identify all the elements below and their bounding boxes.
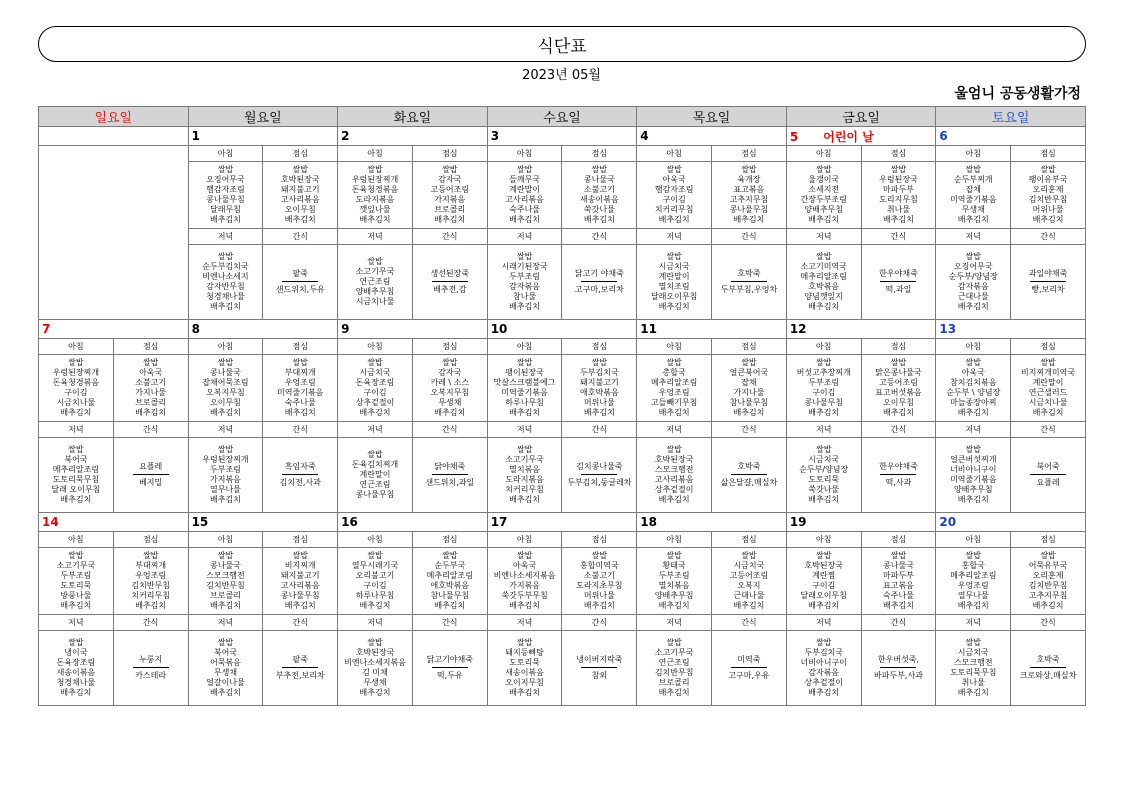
meal-label: 간식: [562, 422, 637, 438]
dinner-menu: 쌀밥 두부김치국 너비아니구이 감자볶음 상추겉절이 배추김치: [786, 631, 861, 706]
meal-label: 점심: [113, 339, 188, 355]
meal-label: 저녁: [786, 615, 861, 631]
snack-item: 삶은달걀,매실차: [720, 478, 778, 487]
lunch-menu: 쌀밥 감자국 고등어조림 가지볶음 브로콜리 배추김치: [412, 162, 487, 229]
meal-label: 아침: [637, 146, 712, 162]
snack-menu: [263, 438, 338, 513]
breakfast-menu: 쌀밥 우렁된장찌개 돈육청경볶음 구이김 시금치나물 배추김치: [39, 355, 114, 422]
meal-label: 저녁: [637, 229, 712, 245]
snack-menu: [562, 245, 637, 320]
meal-label: 저녁: [637, 422, 712, 438]
day-header: 일요일: [39, 107, 189, 127]
dinner-menu: 쌀밥 시금치국 순두부/양념장 도토리묵 쑥갓나물 배추김치: [786, 438, 861, 513]
snack-item: 한우야채죽: [879, 462, 918, 471]
dinner-menu: 쌀밥 오징어무국 순두부/양념장 감자볶음 근대나물 배추김치: [936, 245, 1011, 320]
dinner-menu: 쌀밥 순두부김치국 비엔나소세지 감자반무침 청경채나물 배추김치: [188, 245, 263, 320]
snack-item: 샌드위치,과일: [425, 478, 475, 487]
menu-calendar: [38, 106, 1086, 706]
breakfast-menu: 쌀밥 황태국 두부조림 멸치볶음 양배추무침 배추김치: [637, 548, 712, 615]
date-number: 11: [640, 322, 657, 336]
meal-row: [39, 438, 1086, 513]
date-row: [39, 127, 1086, 146]
breakfast-menu: 쌀밥 우렁된장찌개 돈육청경볶음 도라지볶음 깻잎나물 배추김치: [338, 162, 413, 229]
meal-label: 점심: [1011, 339, 1086, 355]
meal-label: 간식: [1011, 229, 1086, 245]
meal-label: 점심: [113, 532, 188, 548]
date-cell: [487, 513, 637, 532]
meal-label: 아침: [39, 532, 114, 548]
breakfast-menu: 쌀밥 홍합국 메추리알조림 우엉조림 열무나물 배추김치: [936, 548, 1011, 615]
snack-item: 흑임자죽: [284, 462, 316, 471]
snack-menu: [113, 631, 188, 706]
meal-label: 간식: [712, 615, 787, 631]
snack-item: 김치콩나물죽: [576, 462, 623, 471]
meal-label: 아침: [188, 339, 263, 355]
meal-label: 점심: [562, 339, 637, 355]
date-cell: [936, 320, 1086, 339]
meal-label-row: [39, 229, 1086, 245]
dinner-menu: 쌀밥 소고기무국 멸치볶음 도라지볶음 치커리무침 배추김치: [487, 438, 562, 513]
snack-divider: [432, 474, 468, 475]
snack-item: 떡,과일: [885, 285, 912, 294]
snack-item: 닭고기야채죽: [426, 655, 473, 664]
meal-label: 점심: [861, 532, 936, 548]
day-header: 금요일: [786, 107, 936, 127]
dinner-menu: 쌀밥 시래기된장국 두부조림 감자볶음 참나물 배추김치: [487, 245, 562, 320]
dinner-menu: 쌀밥 시금치국 계란말이 멸치조림 달래오이무침 배추김치: [637, 245, 712, 320]
date-number: 19: [789, 515, 807, 529]
meal-label: 아침: [936, 339, 1011, 355]
meal-label: 아침: [786, 532, 861, 548]
meal-label: 아침: [786, 339, 861, 355]
date-cell: [637, 320, 787, 339]
meal-label: 간식: [1011, 615, 1086, 631]
snack-menu: [562, 438, 637, 513]
date-number: 8: [191, 322, 200, 336]
date-row: [39, 320, 1086, 339]
meal-label-row: [39, 532, 1086, 548]
dinner-menu: 쌀밥 소고기무국 연근조림 양배추무침 시금치나물: [338, 245, 413, 320]
snack-divider: [731, 667, 767, 668]
meal-label: 저녁: [487, 615, 562, 631]
lunch-menu: 쌀밥 순두부국 메추리알조림 애호박볶음 참나물무침 배추김치: [412, 548, 487, 615]
meal-label: 점심: [412, 146, 487, 162]
day-header: 목요일: [637, 107, 787, 127]
lunch-menu: 쌀밥 얼큰북어국 잡채 가지나물 참나물무침 배추김치: [712, 355, 787, 422]
date-number: 5: [789, 129, 799, 144]
date-cell: [338, 513, 488, 532]
lunch-menu: 쌀밥 두부김치국 돼지불고기 애호박볶음 머위나물 배추김치: [562, 355, 637, 422]
meal-label: 점심: [562, 532, 637, 548]
date-cell: [188, 513, 338, 532]
meal-label: 간식: [113, 422, 188, 438]
breakfast-menu: 쌀밥 아욱국 햄감자조림 구이김 치커리무침 배추김치: [637, 162, 712, 229]
month-label: 2023년 05월: [522, 68, 601, 83]
date-number: 9: [341, 322, 350, 336]
breakfast-menu: 쌀밥 총합국 메추리알조림 우엉조림 고들빼기무침 배추김치: [637, 355, 712, 422]
meal-label: 점심: [861, 146, 936, 162]
dinner-menu: 쌀밥 소고기무국 연근조림 김치반무침 브로콜리 배추김치: [637, 631, 712, 706]
snack-divider: [133, 667, 169, 668]
meal-label: 아침: [338, 146, 413, 162]
meal-label: 아침: [188, 146, 263, 162]
dinner-menu: 쌀밥 얼큰버섯찌개 너비아니구이 미역줄기볶음 양배추무침 배추김치: [936, 438, 1011, 513]
snack-divider: [880, 474, 916, 475]
date-number: 17: [490, 515, 508, 529]
lunch-menu: 쌀밥 부대찌개 우엉조림 미역줄기볶음 숙주나물 배추김치: [263, 355, 338, 422]
lunch-menu: 쌀밥 홍합미역국 소불고기 도라지초무침 머위나물 배추김치: [562, 548, 637, 615]
meal-label: 간식: [1011, 422, 1086, 438]
snack-item: 두부김치,둥글레차: [567, 478, 632, 487]
meal-label: 저녁: [338, 229, 413, 245]
meal-label: 아침: [637, 339, 712, 355]
date-row: [39, 513, 1086, 532]
date-number: 12: [789, 322, 807, 336]
empty-date-cell: [39, 127, 189, 146]
meal-label: 아침: [39, 339, 114, 355]
meal-label: 점심: [562, 146, 637, 162]
snack-divider: [1030, 281, 1066, 282]
meal-label: 저녁: [188, 422, 263, 438]
date-cell: [637, 513, 787, 532]
meal-label: 저녁: [637, 615, 712, 631]
meal-label: 아침: [338, 339, 413, 355]
date-cell: [936, 127, 1086, 146]
lunch-menu: 쌀밥 아욱국 소불고기 가지나물 브로콜리 배추김치: [113, 355, 188, 422]
snack-menu: [1011, 631, 1086, 706]
snack-menu: [263, 245, 338, 320]
meal-row: [39, 631, 1086, 706]
date-cell: [188, 127, 338, 146]
title-box: [38, 26, 1086, 62]
meal-row: [39, 245, 1086, 320]
meal-label: 간식: [412, 229, 487, 245]
snack-menu: [712, 631, 787, 706]
snack-item: 한우버섯죽,: [877, 655, 920, 664]
meal-label: 아침: [338, 532, 413, 548]
snack-item: 요플레: [139, 462, 163, 471]
meal-label: 아침: [936, 146, 1011, 162]
date-number: 2: [341, 129, 350, 143]
date-cell: [936, 513, 1086, 532]
snack-item: 고구마,보리차: [574, 285, 624, 294]
meal-label: 간식: [712, 229, 787, 245]
snack-divider: [133, 474, 169, 475]
lunch-menu: 쌀밥 팽이유부국 오리훈제 김치반무침 머위나물 배추김치: [1011, 162, 1086, 229]
snack-menu: [861, 631, 936, 706]
date-number: 18: [640, 515, 657, 529]
breakfast-menu: 쌀밥 버섯고추장찌개 두부조림 구이김 콩나물무침 배추김치: [786, 355, 861, 422]
snack-item: 빵,보리차: [1031, 285, 1065, 294]
date-number: 3: [490, 129, 500, 143]
breakfast-menu: 쌀밥 아욱국 비엔나소세지볶음 가지볶음 쑥갓두부무침 배추김치: [487, 548, 562, 615]
snack-item: 두부부침,우엉차: [720, 285, 778, 294]
breakfast-menu: 쌀밥 아욱국 참치김치볶음 순두부 \ 양념장 마늘종장아찌 배추김치: [936, 355, 1011, 422]
date-cell: [39, 513, 189, 532]
lunch-menu: 쌀밥 콩나물국 마파두부 표고볶음 숙주나물 배추김치: [861, 548, 936, 615]
meal-label: 저녁: [39, 422, 114, 438]
meal-label: 점심: [263, 146, 338, 162]
breakfast-menu: 쌀밥 오징어무국 햄감자조림 콩나물무침 달래무침 배추김치: [188, 162, 263, 229]
snack-item: 떡,사과: [885, 478, 912, 487]
snack-item: 요플레: [1036, 478, 1060, 487]
meal-label: 간식: [263, 422, 338, 438]
snack-menu: [861, 438, 936, 513]
meal-label: 점심: [712, 146, 787, 162]
snack-item: 배추전,감: [433, 285, 467, 294]
snack-menu: [412, 438, 487, 513]
snack-item: 누룽지: [139, 655, 163, 664]
dinner-menu: 쌀밥 돼지등뼈탕 도토리묵 새송이볶음 오이지무침 배추김치: [487, 631, 562, 706]
lunch-menu: 쌀밥 콩나물국 소불고기 새송이볶음 쑥갓나물 배추김치: [562, 162, 637, 229]
dinner-menu: 쌀밥 냉이국 돈육장조림 새송이볶음 청경채나물 배추김치: [39, 631, 114, 706]
snack-menu: [412, 631, 487, 706]
lunch-menu: 쌀밥 비지찌개 돼지불고기 고사리볶음 콩나물무침 배추김치: [263, 548, 338, 615]
snack-menu: [562, 631, 637, 706]
day-header-row: [39, 107, 1086, 127]
snack-item: 떡,두유: [436, 671, 463, 680]
meal-label: 아침: [936, 532, 1011, 548]
date-number: 1: [191, 129, 200, 143]
meal-label-row: [39, 339, 1086, 355]
meal-label: 간식: [861, 615, 936, 631]
breakfast-menu: 쌀밥 팽이된장국 맛살스크램블에그 미역줄기볶음 하루나무침 배추김치: [487, 355, 562, 422]
meal-label: 아침: [786, 146, 861, 162]
lunch-menu: 쌀밥 감자국 카레 \ 소스 오복지무침 무생채 배추김치: [412, 355, 487, 422]
dinner-menu: 쌀밥 호박된장국 스모크햄전 고사리볶음 상추겉절이 배추김치: [637, 438, 712, 513]
meal-label: 저녁: [487, 422, 562, 438]
breakfast-menu: 쌀밥 소고기무국 두부조림 도토리묵 방풍나물 배추김치: [39, 548, 114, 615]
date-cell: [786, 320, 936, 339]
meal-label: 간식: [712, 422, 787, 438]
meal-label: 간식: [412, 615, 487, 631]
snack-item: 호박죽: [737, 462, 761, 471]
meal-label: 저녁: [188, 229, 263, 245]
snack-divider: [1030, 667, 1066, 668]
snack-divider: [432, 281, 468, 282]
snack-divider: [282, 281, 318, 282]
date-number: 20: [939, 515, 957, 529]
meal-label: 간식: [562, 229, 637, 245]
meal-label-row: [39, 422, 1086, 438]
snack-item: 바파두부,사과: [874, 671, 923, 680]
date-number: 6: [939, 129, 948, 143]
snack-divider: [1030, 474, 1066, 475]
meal-label: 점심: [712, 532, 787, 548]
day-header: 토요일: [936, 107, 1086, 127]
breakfast-menu: 쌀밥 울갱이국 소세지전 간장두부조림 양배추무침 배추김치: [786, 162, 861, 229]
snack-item: 미역죽: [737, 655, 761, 664]
dinner-menu: 쌀밥 돈육김치찌개 계란말이 연근조림 콩나물무침: [338, 438, 413, 513]
snack-item: 닭야채죽: [434, 462, 466, 471]
meal-label: 간식: [113, 615, 188, 631]
date-number: 7: [42, 322, 51, 336]
meal-label: 저녁: [188, 615, 263, 631]
date-cell: [39, 320, 189, 339]
date-number: 4: [640, 129, 649, 143]
day-header: 수요일: [487, 107, 637, 127]
date-cell: [786, 513, 936, 532]
dinner-menu: 쌀밥 우렁된장찌개 두부조림 가지볶음 열무나물 배추김치: [188, 438, 263, 513]
dinner-menu: 쌀밥 북어국 어묵볶음 무생채 얼갈이나물 배추김치: [188, 631, 263, 706]
meal-label: 점심: [263, 339, 338, 355]
snack-item: 참외: [591, 671, 608, 680]
breakfast-menu: 쌀밥 열무시래기국 오리불고기 구이김 하루나무침 배추김치: [338, 548, 413, 615]
breakfast-menu: 쌀밥 콩나물국 스모크햄전 김치반무침 브로콜리 배추김치: [188, 548, 263, 615]
snack-menu: [712, 438, 787, 513]
date-number: 16: [341, 515, 358, 529]
snack-menu: [412, 245, 487, 320]
snack-divider: [731, 474, 767, 475]
snack-divider: [581, 281, 617, 282]
lunch-menu: 쌀밥 육개장 표고볶음 고추지무침 콩나물무침 배추김치: [712, 162, 787, 229]
snack-item: 김치전,사과: [279, 478, 321, 487]
breakfast-menu: 쌀밥 들깨무국 계란말이 고사리볶음 숙주나물 배추김치: [487, 162, 562, 229]
date-cell: [786, 127, 936, 146]
snack-item: 닭고기 야채죽: [574, 269, 624, 278]
organization-name: 울엄니 공동생활가정: [954, 86, 1081, 102]
dinner-menu: 쌀밥 시금치국 스모크햄전 도토리묵무침 취나물 배추김치: [936, 631, 1011, 706]
lunch-menu: 쌀밥 어묵유부국 오리훈제 김치반무침 고추지무침 배추김치: [1011, 548, 1086, 615]
snack-item: 한우야채죽: [879, 269, 918, 278]
meal-label: 저녁: [786, 229, 861, 245]
snack-divider: [880, 667, 916, 668]
lunch-menu: 쌀밥 시금치국 고등어조림 오복지 근대나물 배추김치: [712, 548, 787, 615]
meal-label: 저녁: [936, 229, 1011, 245]
meal-row: [39, 355, 1086, 422]
snack-menu: [263, 631, 338, 706]
snack-divider: [880, 281, 916, 282]
meal-label: 저녁: [487, 229, 562, 245]
meal-label: 아침: [487, 146, 562, 162]
meal-label: 간식: [412, 422, 487, 438]
date-number: 14: [42, 515, 59, 529]
meal-label: 아침: [188, 532, 263, 548]
day-header: 화요일: [338, 107, 488, 127]
lunch-menu: 쌀밥 우렁된장국 마파두부 도리지무침 취나물 배추김치: [861, 162, 936, 229]
meal-label: 점심: [712, 339, 787, 355]
snack-item: 호박죽: [737, 269, 761, 278]
snack-menu: [712, 245, 787, 320]
meal-label: 점심: [412, 339, 487, 355]
lunch-menu: 쌀밥 맑은콩나물국 고등어조림 표고버섯볶음 오이무침 배추김치: [861, 355, 936, 422]
meal-label-row: [39, 146, 1086, 162]
snack-menu: [1011, 245, 1086, 320]
snack-divider: [282, 474, 318, 475]
date-cell: [637, 127, 787, 146]
date-cell: [338, 127, 488, 146]
date-cell: [338, 320, 488, 339]
snack-item: 생선된장죽: [430, 269, 470, 278]
dinner-menu: 쌀밥 북어국 메추리알조림 도토리묵무침 달래 오이무침 배추김치: [39, 438, 114, 513]
meal-label: 간식: [263, 229, 338, 245]
snack-item: 북어죽: [1036, 462, 1060, 471]
meal-label: 아침: [487, 532, 562, 548]
breakfast-menu: 쌀밥 호박된장국 계란찜 구이김 달래오이무침 배추김치: [786, 548, 861, 615]
snack-menu: [113, 438, 188, 513]
dinner-menu: 쌀밥 소고기미역국 메추리알조림 호박볶음 양념깻잎지 배추김치: [786, 245, 861, 320]
breakfast-menu: 쌀밥 콩나물국 잡채어묵조림 오복지무침 오이무침 배추김치: [188, 355, 263, 422]
date-number: 10: [490, 322, 508, 336]
meal-label: 저녁: [936, 615, 1011, 631]
breakfast-menu: 쌀밥 순두부찌개 잡채 미역줄기볶음 무생채 배추김치: [936, 162, 1011, 229]
meal-label-row: [39, 615, 1086, 631]
meal-label: 점심: [1011, 146, 1086, 162]
snack-divider: [581, 474, 617, 475]
meal-label: 저녁: [338, 422, 413, 438]
lunch-menu: 쌀밥 부대찌개 우엉조림 김치반무침 치커리무침 배추김치: [113, 548, 188, 615]
date-number: 15: [191, 515, 209, 529]
snack-menu: [1011, 438, 1086, 513]
meal-label: 간식: [562, 615, 637, 631]
meal-label: 점심: [861, 339, 936, 355]
meal-label: 저녁: [786, 422, 861, 438]
lunch-menu: 쌀밥 비지찌개미역국 계란말이 연근샐러드 시금치나물 배추김치: [1011, 355, 1086, 422]
meal-label: 아침: [637, 532, 712, 548]
snack-divider: [581, 667, 617, 668]
snack-divider: [432, 667, 468, 668]
meal-label: 점심: [263, 532, 338, 548]
snack-item: 냉이버지락죽: [576, 655, 623, 664]
date-cell: [188, 320, 338, 339]
date-cell: [487, 320, 637, 339]
meal-label: 저녁: [338, 615, 413, 631]
blank-cell: [39, 146, 189, 320]
holiday-label: 어린이 날: [798, 129, 874, 144]
meal-label: 아침: [487, 339, 562, 355]
meal-label: 간식: [263, 615, 338, 631]
snack-item: 팥죽: [292, 269, 308, 278]
snack-item: 카스테라: [135, 671, 167, 680]
breakfast-menu: 쌀밥 시금치국 돈육장조림 구이김 상추겉절이 배추김치: [338, 355, 413, 422]
snack-divider: [282, 667, 318, 668]
lunch-menu: 쌀밥 호박된장국 돼지불고기 고사리볶음 오이무침 배추김치: [263, 162, 338, 229]
page-title: 식단표: [537, 36, 587, 57]
meal-label: 점심: [1011, 532, 1086, 548]
day-header: 월요일: [188, 107, 338, 127]
snack-item: 팥죽: [292, 655, 308, 664]
date-cell: [487, 127, 637, 146]
meal-label: 저녁: [39, 615, 114, 631]
dinner-menu: 쌀밥 호박된장국 비엔나소세지볶음 김 미채 무생채 배추김치: [338, 631, 413, 706]
snack-item: 고구마,우유: [728, 671, 770, 680]
snack-item: 과일야채죽: [1028, 269, 1068, 278]
meal-label: 점심: [412, 532, 487, 548]
date-number: 13: [939, 322, 957, 336]
meal-row: [39, 162, 1086, 229]
snack-item: 베지밀: [139, 478, 163, 487]
meal-label: 저녁: [936, 422, 1011, 438]
snack-menu: [861, 245, 936, 320]
meal-row: [39, 548, 1086, 615]
snack-divider: [731, 281, 767, 282]
snack-item: 부추전,보리차: [275, 671, 325, 680]
meal-label: 간식: [861, 229, 936, 245]
meal-label: 간식: [861, 422, 936, 438]
snack-item: 크로와상,매실차: [1019, 671, 1077, 680]
snack-item: 샌드위치,두유: [275, 285, 325, 294]
snack-item: 호박죽: [1036, 655, 1060, 664]
